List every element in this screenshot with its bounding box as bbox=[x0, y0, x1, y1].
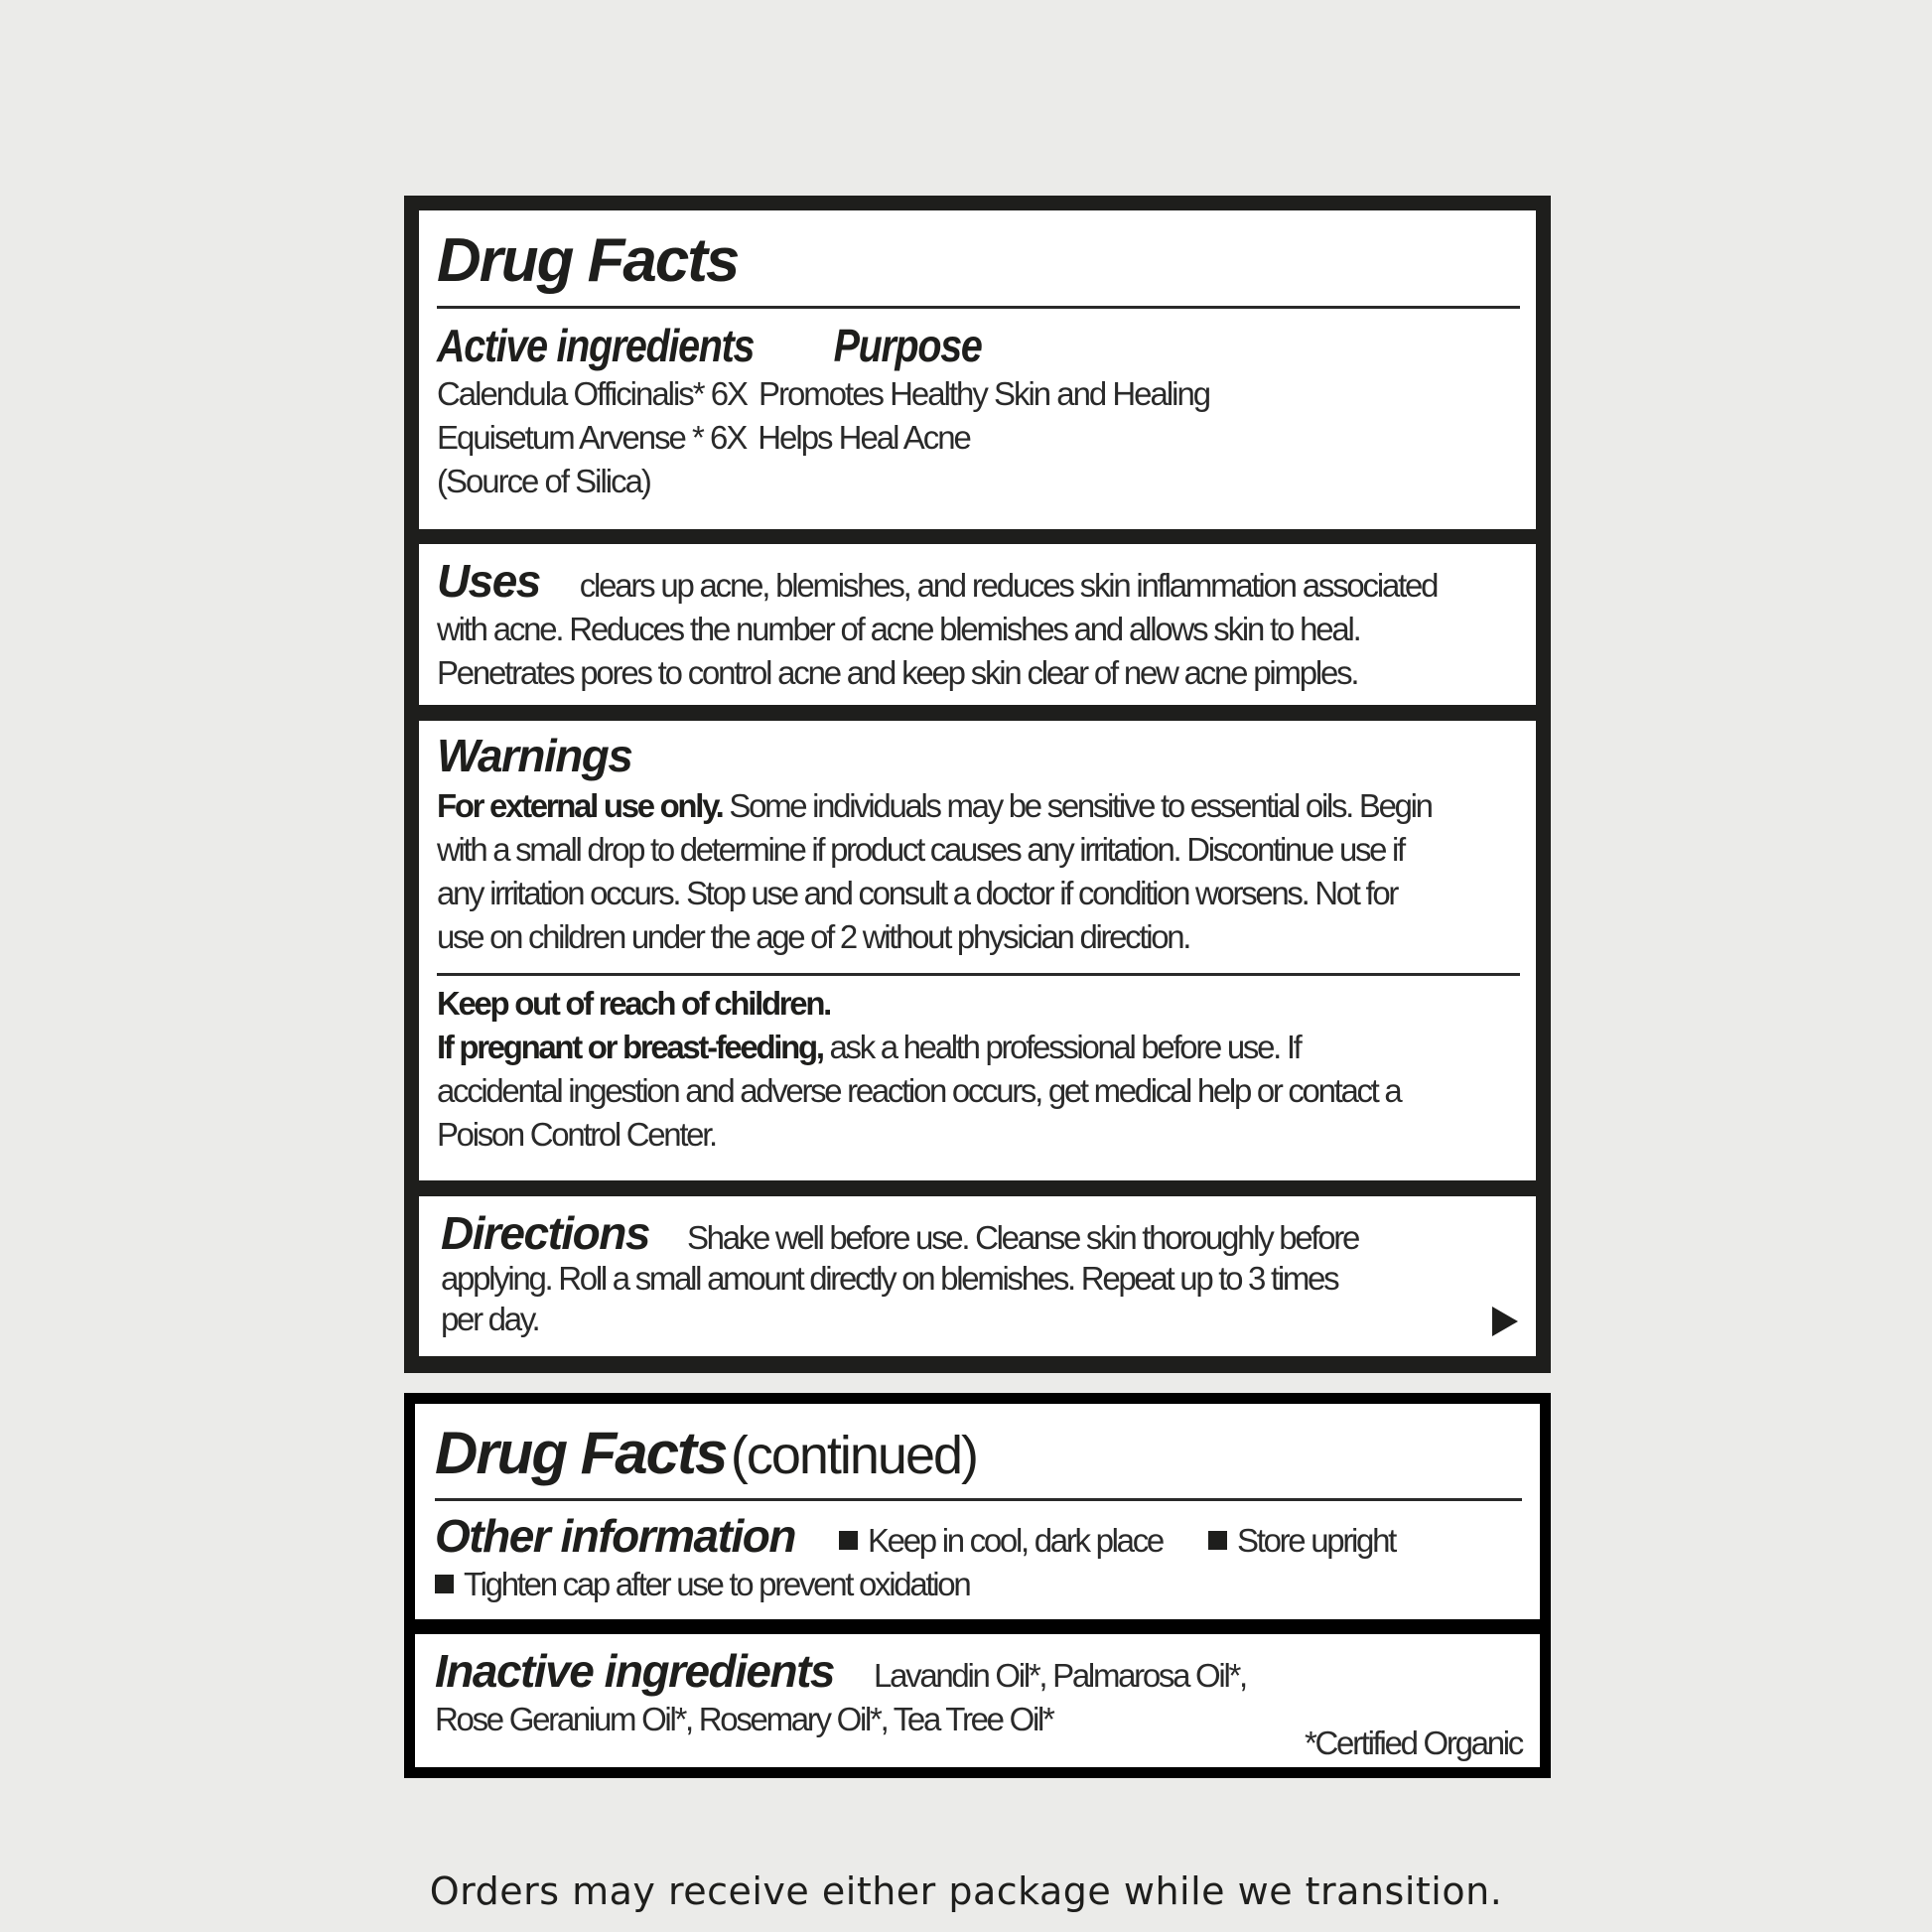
bullet-square-icon bbox=[435, 1575, 454, 1593]
uses-section bbox=[419, 544, 1536, 705]
bullet-square-icon bbox=[839, 1531, 858, 1550]
active-ingredients-section bbox=[419, 210, 1536, 529]
active-ingredients-heading: Active ingredients bbox=[437, 320, 755, 371]
bullet-text: Store upright bbox=[1236, 1522, 1396, 1559]
inactive-ingredients-section bbox=[415, 1634, 1540, 1767]
certified-organic-note: *Certified Organic bbox=[1304, 1725, 1522, 1761]
warning-text: Poison Control Center. bbox=[437, 1116, 716, 1153]
other-info-bullet bbox=[435, 1563, 1522, 1606]
bullet-text: Tighten cap after use to prevent oxidation bbox=[464, 1566, 970, 1602]
drug-facts-continued-panel bbox=[404, 1393, 1551, 1778]
uses-line: Penetrates pores to control acne and keep skin clear of new acne pimples. bbox=[437, 654, 1358, 691]
pregnant-warning: If pregnant or breast-feeding, bbox=[437, 1029, 823, 1065]
title-divider bbox=[437, 306, 1520, 309]
directions-line: per day. bbox=[441, 1301, 539, 1337]
uses-line: clears up acne, blemishes, and reduces skin inflammation associated bbox=[579, 567, 1438, 604]
other-information-section bbox=[415, 1404, 1540, 1619]
ingredient-purpose: Helps Heal Acne bbox=[758, 419, 970, 456]
panel-title-suffix: (continued) bbox=[730, 1426, 978, 1485]
inactive-ingredients-line: Rose Geranium Oil*, Rosemary Oil*, Tea Tree Oil* bbox=[435, 1701, 1053, 1737]
inactive-ingredients-heading: Inactive ingredients bbox=[435, 1645, 835, 1697]
continue-arrow-icon bbox=[1492, 1307, 1518, 1336]
ingredient-name: Calendula Officinalis* 6X bbox=[437, 375, 748, 412]
directions-section bbox=[419, 1196, 1536, 1356]
ingredient-note: (Source of Silica) bbox=[437, 463, 650, 499]
transition-notice: Orders may receive either package while we transition. bbox=[429, 1869, 1503, 1913]
inactive-ingredients-line: Lavandin Oil*, Palmarosa Oil*, bbox=[874, 1657, 1246, 1694]
ingredient-name: Equisetum Arvense * 6X bbox=[437, 419, 747, 456]
directions-line: applying. Roll a small amount directly on blemishes. Repeat up to 3 times bbox=[441, 1260, 1338, 1297]
warning-text: ask a health professional before use. If bbox=[822, 1029, 1301, 1065]
title-divider bbox=[435, 1498, 1522, 1501]
directions-heading: Directions bbox=[441, 1207, 649, 1259]
bullet-square-icon bbox=[1208, 1531, 1227, 1550]
purpose-heading: Purpose bbox=[833, 320, 982, 371]
uses-heading: Uses bbox=[437, 555, 540, 607]
other-info-bullet bbox=[839, 1522, 1163, 1559]
warnings-heading: Warnings bbox=[437, 730, 632, 781]
warning-text: with a small drop to determine if product causes any irritation. Discontinue use if bbox=[437, 831, 1404, 868]
panel-title: Drug Facts bbox=[435, 1420, 727, 1486]
external-use-warning: For external use only. bbox=[437, 787, 723, 824]
active-ingredient-row bbox=[437, 372, 1518, 416]
directions-line: Shake well before use. Cleanse skin thoroughly before bbox=[686, 1219, 1359, 1256]
uses-line: with acne. Reduces the number of acne blemishes and allows skin to heal. bbox=[437, 611, 1360, 647]
bullet-text: Keep in cool, dark place bbox=[867, 1522, 1163, 1559]
warning-text: accidental ingestion and adverse reaction occurs, get medical help or contact a bbox=[437, 1072, 1401, 1109]
warning-text: any irritation occurs. Stop use and consult a doctor if condition worsens. Not for bbox=[437, 875, 1398, 911]
other-info-bullet bbox=[1208, 1522, 1395, 1559]
warnings-divider bbox=[437, 973, 1520, 976]
drug-facts-panel bbox=[404, 196, 1551, 1373]
other-information-heading: Other information bbox=[435, 1510, 795, 1562]
warning-text: use on children under the age of 2 without physician direction. bbox=[437, 918, 1190, 955]
active-ingredient-row bbox=[437, 416, 1518, 460]
panel-title: Drug Facts bbox=[437, 226, 739, 295]
warnings-section bbox=[419, 721, 1536, 1180]
keep-out-of-reach: Keep out of reach of children. bbox=[437, 985, 831, 1022]
warning-text: Some individuals may be sensitive to essential oils. Begin bbox=[722, 787, 1432, 824]
ingredient-purpose: Promotes Healthy Skin and Healing bbox=[758, 375, 1210, 412]
